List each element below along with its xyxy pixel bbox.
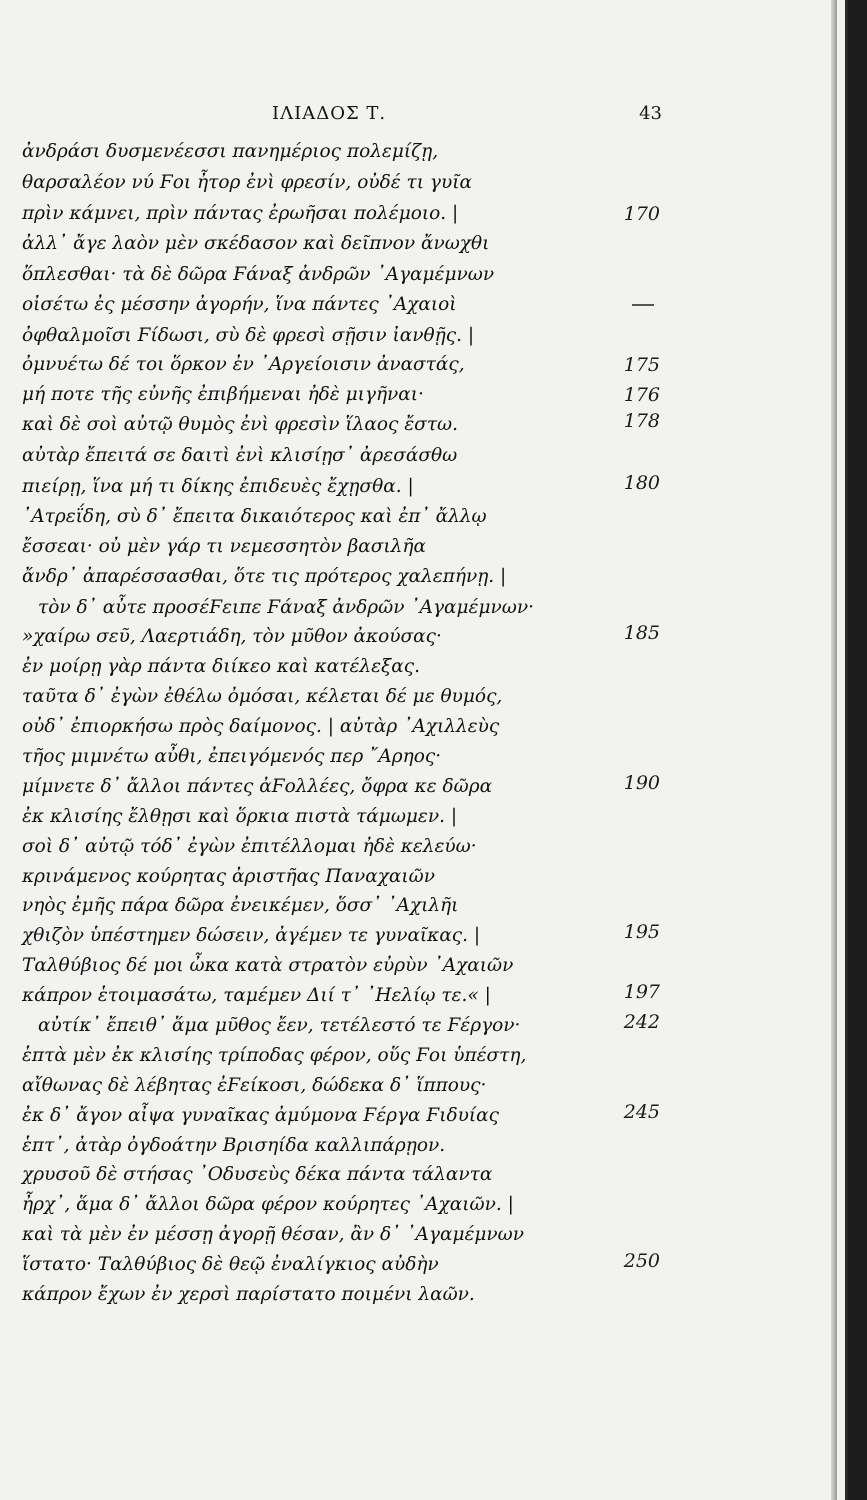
verse-line: ὀφθαλμοῖσι Ϝίδωσι, σὺ δὲ φρεσὶ σῇσιν ἰανθῇς. | — [22, 325, 475, 346]
verse-line: »χαίρω σεῦ, Λαερτιάδη, τὸν μῦθον ἀκούσας· — [22, 626, 442, 647]
line-number: 197 — [623, 981, 660, 1003]
verse-line: ὅπλεσθαι· τὰ δὲ δῶρα Ϝάναξ ἀνδρῶν ᾽Αγαμέμνων — [22, 264, 495, 285]
margin-dash — [632, 304, 654, 306]
verse-line: αὐτίκ᾽ ἔπειθ᾽ ἅμα μῦθος ἔεν, τετέλεστό τε Ϝέργον· — [38, 1015, 521, 1036]
verse-line: οὐδ᾽ ἐπιορκήσω πρὸς δαίμονος. | αὐτὰρ ᾽Αχιλλεὺς — [22, 716, 500, 737]
line-number: 250 — [623, 1250, 660, 1272]
verse-line: οἰσέτω ἐς μέσσην ἀγορήν, ἵνα πάντες ᾽Αχαιοὶ — [22, 294, 457, 315]
verse-line: κάπρον ἑτοιμασάτω, ταμέμεν Διί τ᾽ ᾽Ηελίῳ τε.« | — [22, 985, 491, 1006]
verse-line: ἵστατο· Ταλθύβιος δὲ θεῷ ἐναλίγκιος αὐδὴν — [22, 1254, 439, 1275]
verse-line: ᾽Ατρεΐδη, σὺ δ᾽ ἔπειτα δικαιότερος καὶ ἐπ᾽ ἄλλῳ — [22, 506, 487, 527]
verse-line: χρυσοῦ δὲ στήσας ᾽Οδυσεὺς δέκα πάντα τάλαντα — [22, 1164, 493, 1185]
verse-line: ἑπτ᾽, ἀτὰρ ὀγδοάτην Βρισηίδα καλλιπάρῃον. — [22, 1135, 446, 1156]
verse-line: Ταλθύβιος δέ μοι ὦκα κατὰ στρατὸν εὐρὺν ᾽Αχαιῶν — [22, 955, 514, 976]
line-number: 245 — [623, 1101, 660, 1123]
verse-line: νηὸς ἐμῆς πάρα δῶρα ἐνεικέμεν, ὅσσ᾽ ᾽Αχιλῆι — [22, 895, 459, 916]
line-number: 180 — [623, 472, 660, 494]
verse-line: μή ποτε τῆς εὐνῆς ἐπιβήμεναι ἠδὲ μιγῆναι· — [22, 384, 424, 405]
verse-line: πρὶν κάμνει, πρὶν πάντας ἐρωῆσαι πολέμοιο. | — [22, 203, 459, 224]
line-number: 175 — [623, 354, 660, 376]
line-number: 190 — [623, 772, 660, 794]
verse-line: κάπρον ἔχων ἐν χερσὶ παρίστατο ποιμένι λαῶν. — [22, 1284, 475, 1305]
verse-line: μίμνετε δ᾽ ἄλλοι πάντες ἀϜολλέες, ὄφρα κε δῶρα — [22, 776, 493, 797]
verse-line: ἀλλ᾽ ἄγε λαὸν μὲν σκέδασον καὶ δεῖπνον ἄνωχθι — [22, 233, 490, 254]
verse-line: καὶ δὲ σοὶ αὐτῷ θυμὸς ἐνὶ φρεσὶν ἵλαος ἔστω. — [22, 414, 459, 435]
verse-line: αἴθωνας δὲ λέβητας ἐϜείκοσι, δώδεκα δ᾽ ἵππους· — [22, 1075, 487, 1096]
page-number: 43 — [639, 103, 662, 124]
verse-line: κρινάμενος κούρητας ἀριστῆας Παναχαιῶν — [22, 866, 435, 887]
line-number: 242 — [623, 1011, 660, 1033]
verse-line: ἑπτὰ μὲν ἐκ κλισίης τρίποδας φέρον, οὕς Ϝοι ὑπέστη, — [22, 1045, 527, 1066]
line-number: 176 — [623, 384, 660, 406]
verse-line: ἐκ κλισίης ἔλθῃσι καὶ ὅρκια πιστὰ τάμωμεν. | — [22, 806, 458, 827]
verse-line: ἐκ δ᾽ ἄγον αἶψα γυναῖκας ἀμύμονα Ϝέργα Ϝιδυίας — [22, 1105, 500, 1126]
line-number: 185 — [623, 622, 660, 644]
verse-line: τῆος μιμνέτω αὖθι, ἐπειγόμενός περ ῎Αρηος· — [22, 746, 442, 767]
verse-line: ἄνδρ᾽ ἀπαρέσσασθαι, ὅτε τις πρότερος χαλεπήνῃ. | — [22, 566, 507, 587]
verse-line: ἐν μοίρῃ γὰρ πάντα διίκεο καὶ κατέλεξας. — [22, 656, 420, 677]
verse-line: ταῦτα δ᾽ ἐγὼν ἐθέλω ὀμόσαι, κέλεται δέ με θυμός, — [22, 686, 503, 707]
line-number: 170 — [623, 203, 660, 225]
verse-line: καὶ τὰ μὲν ἐν μέσσῃ ἀγορῇ θέσαν, ἂν δ᾽ ᾽Αγαμέμνων — [22, 1224, 524, 1245]
verse-line: πιείρῃ, ἵνα μή τι δίκης ἐπιδευὲς ἔχῃσθα. | — [22, 476, 414, 497]
verse-line: θαρσαλέον νύ Ϝοι ἦτορ ἐνὶ φρεσίν, οὐδέ τι γυῖα — [22, 172, 472, 193]
line-number: 195 — [623, 921, 660, 943]
verse-line: ἀνδράσι δυσμενέεσσι πανημέριος πολεμίζῃ, — [22, 141, 439, 162]
verse-line: ἔσσεαι· οὐ μὲν γάρ τι νεμεσσητὸν βασιλῆα — [22, 536, 426, 557]
running-head-title: ΙΛΙΑΔΟΣ Τ. — [272, 103, 387, 124]
line-number: 178 — [623, 410, 660, 432]
verse-line: ὀμνυέτω δέ τοι ὅρκον ἐν ᾽Αργείοισιν ἀναστάς, — [22, 354, 465, 375]
verse-line: τὸν δ᾽ αὖτε προσέϜειπε Ϝάναξ ἀνδρῶν ᾽Αγαμέμνων· — [38, 597, 534, 618]
verse-line: χθιζὸν ὑπέστημεν δώσειν, ἀγέμεν τε γυναῖκας. | — [22, 925, 481, 946]
verse-line: αὐτὰρ ἔπειτά σε δαιτὶ ἐνὶ κλισίῃσ᾽ ἀρεσάσθω — [22, 445, 458, 466]
verse-line: σοὶ δ᾽ αὐτῷ τόδ᾽ ἐγὼν ἐπιτέλλομαι ἠδὲ κελεύω· — [22, 836, 477, 857]
verse-line: ἦρχ᾽, ἅμα δ᾽ ἄλλοι δῶρα φέρον κούρητες ᾽Αχαιῶν. | — [22, 1194, 514, 1215]
